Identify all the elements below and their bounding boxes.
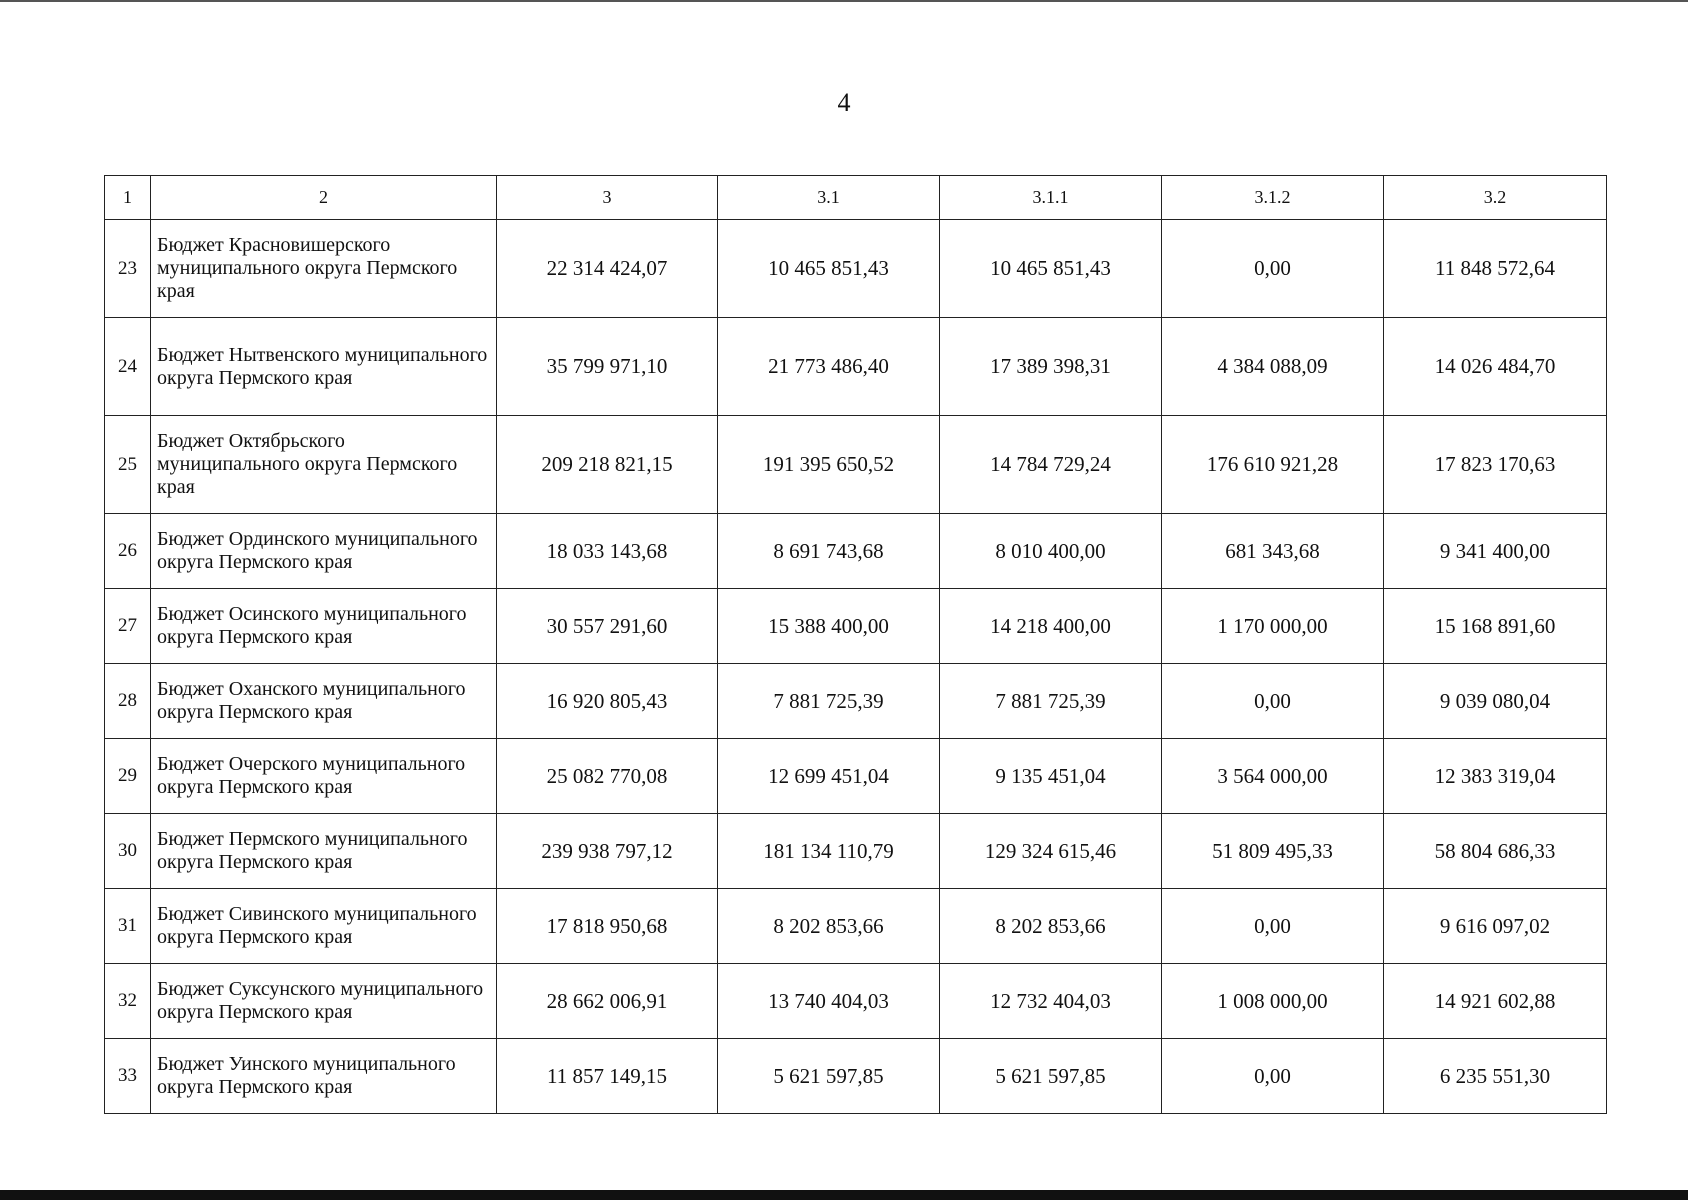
value-3-1-2: 51 809 495,33 <box>1162 814 1384 889</box>
budget-name: Бюджет Ординского муниципального округа Пермского края <box>151 514 497 589</box>
table-row <box>105 514 1607 589</box>
value-total: 209 218 821,15 <box>497 416 718 514</box>
value-3-1-1: 9 135 451,04 <box>940 739 1162 814</box>
value-3-1-1: 14 784 729,24 <box>940 416 1162 514</box>
budget-name: Бюджет Сивинского муниципального округа Пермского края <box>151 889 497 964</box>
table-row <box>105 664 1607 739</box>
column-number-row <box>105 176 1607 220</box>
value-3-1: 12 699 451,04 <box>718 739 940 814</box>
value-3-1: 15 388 400,00 <box>718 589 940 664</box>
table-row <box>105 416 1607 514</box>
value-3-2: 14 921 602,88 <box>1384 964 1607 1039</box>
row-number: 31 <box>105 889 151 964</box>
budget-name: Бюджет Пермского муниципального округа Пермского края <box>151 814 497 889</box>
value-3-1-2: 0,00 <box>1162 664 1384 739</box>
budget-name: Бюджет Уинского муниципального округа Пермского края <box>151 1039 497 1114</box>
value-3-2: 58 804 686,33 <box>1384 814 1607 889</box>
value-3-2: 9 616 097,02 <box>1384 889 1607 964</box>
value-3-2: 12 383 319,04 <box>1384 739 1607 814</box>
value-3-1-2: 681 343,68 <box>1162 514 1384 589</box>
budget-name: Бюджет Октябрьского муниципального округа Пермского края <box>151 416 497 514</box>
value-3-1-2: 0,00 <box>1162 220 1384 318</box>
value-3-1: 8 202 853,66 <box>718 889 940 964</box>
value-total: 11 857 149,15 <box>497 1039 718 1114</box>
value-total: 16 920 805,43 <box>497 664 718 739</box>
value-3-1-1: 5 621 597,85 <box>940 1039 1162 1114</box>
budget-name: Бюджет Осинского муниципального округа Пермского края <box>151 589 497 664</box>
value-3-1-1: 14 218 400,00 <box>940 589 1162 664</box>
budget-name: Бюджет Очерского муниципального округа Пермского края <box>151 739 497 814</box>
row-number: 29 <box>105 739 151 814</box>
value-3-2: 17 823 170,63 <box>1384 416 1607 514</box>
page-number: 4 <box>837 88 851 117</box>
value-3-1-1: 8 010 400,00 <box>940 514 1162 589</box>
value-3-1: 10 465 851,43 <box>718 220 940 318</box>
value-3-1-2: 1 008 000,00 <box>1162 964 1384 1039</box>
value-total: 18 033 143,68 <box>497 514 718 589</box>
row-number: 28 <box>105 664 151 739</box>
value-3-1-1: 8 202 853,66 <box>940 889 1162 964</box>
table-row <box>105 318 1607 416</box>
value-3-1-2: 176 610 921,28 <box>1162 416 1384 514</box>
table-row <box>105 964 1607 1039</box>
budget-name: Бюджет Красновишерского муниципального округа Пермского края <box>151 220 497 318</box>
header-cell-2: 2 <box>151 176 497 220</box>
header-cell-1: 1 <box>105 176 151 220</box>
row-number: 23 <box>105 220 151 318</box>
table-row <box>105 739 1607 814</box>
value-total: 239 938 797,12 <box>497 814 718 889</box>
header-cell-3-1: 3.1 <box>718 176 940 220</box>
row-number: 33 <box>105 1039 151 1114</box>
value-total: 22 314 424,07 <box>497 220 718 318</box>
table-row <box>105 220 1607 318</box>
value-3-1: 7 881 725,39 <box>718 664 940 739</box>
header-cell-3-1-2: 3.1.2 <box>1162 176 1384 220</box>
value-total: 30 557 291,60 <box>497 589 718 664</box>
value-3-1-2: 4 384 088,09 <box>1162 318 1384 416</box>
value-3-1-1: 7 881 725,39 <box>940 664 1162 739</box>
value-3-1: 21 773 486,40 <box>718 318 940 416</box>
value-3-1-2: 0,00 <box>1162 1039 1384 1114</box>
value-3-1: 13 740 404,03 <box>718 964 940 1039</box>
value-3-2: 9 039 080,04 <box>1384 664 1607 739</box>
value-3-1-1: 17 389 398,31 <box>940 318 1162 416</box>
value-3-1-2: 1 170 000,00 <box>1162 589 1384 664</box>
budget-name: Бюджет Суксунского муниципального округа Пермского края <box>151 964 497 1039</box>
table-row <box>105 814 1607 889</box>
value-total: 28 662 006,91 <box>497 964 718 1039</box>
row-number: 26 <box>105 514 151 589</box>
value-3-1: 8 691 743,68 <box>718 514 940 589</box>
value-3-2: 9 341 400,00 <box>1384 514 1607 589</box>
budget-name: Бюджет Нытвенского муниципального округа Пермского края <box>151 318 497 416</box>
value-3-2: 15 168 891,60 <box>1384 589 1607 664</box>
header-cell-3: 3 <box>497 176 718 220</box>
value-3-1: 5 621 597,85 <box>718 1039 940 1114</box>
budget-distribution-table <box>104 175 1607 1114</box>
bottom-scan-edge <box>0 1190 1688 1200</box>
row-number: 32 <box>105 964 151 1039</box>
value-3-1-2: 0,00 <box>1162 889 1384 964</box>
table-row <box>105 889 1607 964</box>
value-3-1-2: 3 564 000,00 <box>1162 739 1384 814</box>
budget-name: Бюджет Оханского муниципального округа Пермского края <box>151 664 497 739</box>
value-3-1-1: 10 465 851,43 <box>940 220 1162 318</box>
row-number: 24 <box>105 318 151 416</box>
value-3-2: 6 235 551,30 <box>1384 1039 1607 1114</box>
value-3-2: 14 026 484,70 <box>1384 318 1607 416</box>
header-cell-3-1-1: 3.1.1 <box>940 176 1162 220</box>
value-3-1-1: 12 732 404,03 <box>940 964 1162 1039</box>
top-scan-edge <box>0 0 1688 2</box>
table-row <box>105 1039 1607 1114</box>
value-total: 17 818 950,68 <box>497 889 718 964</box>
value-3-2: 11 848 572,64 <box>1384 220 1607 318</box>
row-number: 30 <box>105 814 151 889</box>
row-number: 25 <box>105 416 151 514</box>
value-total: 25 082 770,08 <box>497 739 718 814</box>
value-total: 35 799 971,10 <box>497 318 718 416</box>
row-number: 27 <box>105 589 151 664</box>
value-3-1-1: 129 324 615,46 <box>940 814 1162 889</box>
value-3-1: 181 134 110,79 <box>718 814 940 889</box>
value-3-1: 191 395 650,52 <box>718 416 940 514</box>
table-row <box>105 589 1607 664</box>
header-cell-3-2: 3.2 <box>1384 176 1607 220</box>
